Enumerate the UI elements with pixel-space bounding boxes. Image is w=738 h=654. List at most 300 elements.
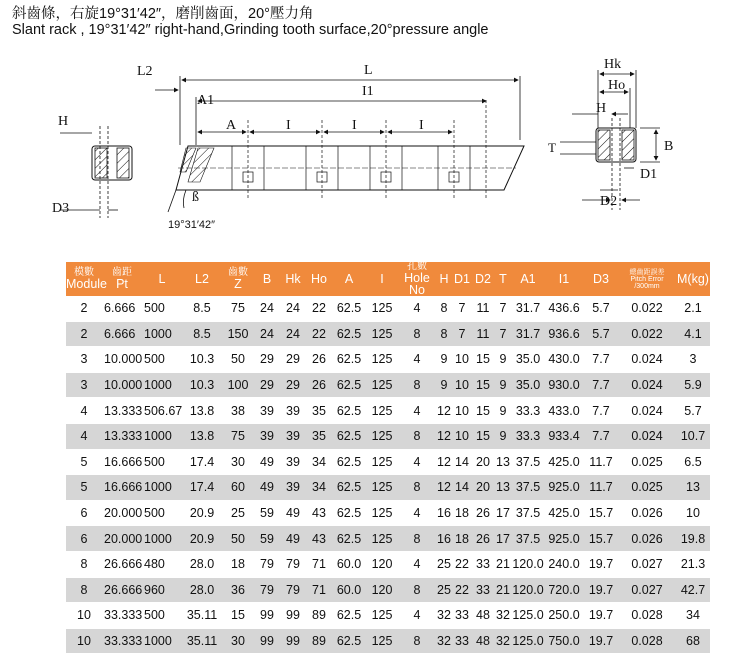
table-cell: 39	[280, 398, 306, 424]
table-cell: 1000	[142, 526, 182, 552]
table-cell: 17	[494, 526, 512, 552]
table-cell: 33.333	[102, 629, 142, 654]
table-row	[66, 450, 710, 476]
table-cell: 125.0	[512, 603, 544, 629]
column-header	[366, 262, 398, 296]
table-cell: 39	[254, 424, 280, 450]
table-cell: 62.5	[332, 322, 366, 348]
table-cell: 71	[306, 552, 332, 578]
spec-table	[66, 262, 710, 654]
column-header	[584, 262, 618, 296]
table-cell: 0.027	[618, 578, 676, 604]
table-cell: 22	[306, 322, 332, 348]
label-i1: I1	[362, 84, 374, 99]
table-cell: 4	[398, 347, 436, 373]
table-cell: 11.7	[584, 450, 618, 476]
table-cell: 33	[452, 629, 472, 654]
column-header-label: Hole No	[404, 271, 430, 297]
table-cell: 39	[254, 398, 280, 424]
table-cell: 48	[472, 603, 494, 629]
table-cell: 20.000	[102, 501, 142, 527]
table-cell: 480	[142, 552, 182, 578]
table-cell: 33	[452, 603, 472, 629]
table-cell: 6.5	[676, 450, 710, 476]
label-a: A	[226, 118, 237, 133]
column-header-label: L	[158, 272, 166, 286]
table-cell: 33.3	[512, 398, 544, 424]
column-header-label: M(kg)	[677, 272, 709, 286]
table-cell: 99	[280, 603, 306, 629]
table-cell: 79	[280, 578, 306, 604]
table-cell: 16.666	[102, 450, 142, 476]
column-header-zh: 齒數	[228, 267, 248, 278]
table-cell: 12	[436, 398, 452, 424]
table-cell: 30	[222, 629, 254, 654]
table-cell: 89	[306, 603, 332, 629]
label-a1: A1	[197, 93, 215, 108]
table-cell: 39	[280, 475, 306, 501]
table-row	[66, 347, 710, 373]
table-cell: 10.7	[676, 424, 710, 450]
table-row	[66, 501, 710, 527]
table-cell: 5	[66, 475, 102, 501]
column-header	[398, 262, 436, 296]
column-header-label: T	[499, 272, 507, 286]
label-b: B	[664, 139, 674, 154]
table-cell: 31.7	[512, 322, 544, 348]
table-cell: 1000	[142, 629, 182, 654]
table-cell: 10	[66, 629, 102, 654]
table-cell: 33.3	[512, 424, 544, 450]
table-cell: 425.0	[544, 450, 584, 476]
table-cell: 15	[472, 398, 494, 424]
table-cell: 7	[494, 296, 512, 322]
table-row	[66, 373, 710, 399]
table-cell: 62.5	[332, 373, 366, 399]
table-cell: 22	[452, 552, 472, 578]
table-cell: 125	[366, 603, 398, 629]
table-cell: 4	[398, 450, 436, 476]
table-cell: 0.028	[618, 629, 676, 654]
table-cell: 59	[254, 526, 280, 552]
table-cell: 0.026	[618, 501, 676, 527]
table-cell: 9	[494, 398, 512, 424]
table-cell: 26	[472, 526, 494, 552]
table-cell: 120	[366, 578, 398, 604]
table-cell: 6.666	[102, 322, 142, 348]
table-cell: 48	[472, 629, 494, 654]
table-cell: 62.5	[332, 526, 366, 552]
table-cell: 0.024	[618, 373, 676, 399]
table-cell: 4	[398, 501, 436, 527]
table-cell: 62.5	[332, 296, 366, 322]
table-cell: 38	[222, 398, 254, 424]
table-cell: 120.0	[512, 552, 544, 578]
table-cell: 60.0	[332, 552, 366, 578]
table-cell: 28.0	[182, 578, 222, 604]
column-header	[280, 262, 306, 296]
table-cell: 43	[306, 526, 332, 552]
table-cell: 10.3	[182, 373, 222, 399]
column-header-label: B	[262, 272, 272, 286]
table-cell: 5.7	[676, 398, 710, 424]
table-cell: 15.7	[584, 501, 618, 527]
table-cell: 100	[222, 373, 254, 399]
table-cell: 125	[366, 398, 398, 424]
table-cell: 31.7	[512, 296, 544, 322]
column-header-label: D3	[593, 272, 609, 286]
table-cell: 35.0	[512, 373, 544, 399]
label-i-3: I	[419, 118, 424, 133]
table-cell: 20.9	[182, 501, 222, 527]
table-cell: 150	[222, 322, 254, 348]
column-header-label: Ho	[311, 272, 327, 286]
column-header-zh: 總齒距誤差	[629, 268, 665, 276]
table-cell: 32	[436, 629, 452, 654]
table-cell: 25	[436, 578, 452, 604]
table-cell: 25	[222, 501, 254, 527]
table-cell: 12	[436, 450, 452, 476]
table-cell: 60.0	[332, 578, 366, 604]
table-cell: 125	[366, 526, 398, 552]
table-cell: 4	[398, 552, 436, 578]
table-cell: 16	[436, 501, 452, 527]
label-d1: D1	[640, 167, 658, 182]
column-header-label: L2	[195, 272, 209, 286]
table-cell: 500	[142, 603, 182, 629]
table-cell: 13	[494, 475, 512, 501]
table-cell: 7.7	[584, 373, 618, 399]
table-cell: 62.5	[332, 450, 366, 476]
table-cell: 3	[676, 347, 710, 373]
table-cell: 125	[366, 501, 398, 527]
table-cell: 10.3	[182, 347, 222, 373]
table-cell: 20.9	[182, 526, 222, 552]
column-header-label: I1	[558, 272, 570, 286]
column-header-label: Pitch Error /300mm	[630, 275, 664, 290]
table-cell: 8	[436, 296, 452, 322]
table-cell: 4	[398, 603, 436, 629]
table-cell: 960	[142, 578, 182, 604]
table-cell: 6	[66, 526, 102, 552]
table-cell: 4	[66, 398, 102, 424]
table-cell: 13	[494, 450, 512, 476]
table-cell: 17	[494, 501, 512, 527]
table-cell: 3	[66, 347, 102, 373]
table-cell: 4.1	[676, 322, 710, 348]
column-header-zh: 孔數	[407, 261, 427, 272]
column-header	[512, 262, 544, 296]
label-i-2: I	[352, 118, 357, 133]
label-l2: L2	[137, 64, 153, 79]
table-cell: 26	[472, 501, 494, 527]
column-header-label: Module	[66, 277, 107, 291]
table-cell: 8	[398, 373, 436, 399]
column-header-label: H	[439, 272, 449, 286]
table-cell: 7	[494, 322, 512, 348]
table-cell: 436.6	[544, 296, 584, 322]
table-cell: 11.7	[584, 475, 618, 501]
table-cell: 10	[452, 347, 472, 373]
table-cell: 19.7	[584, 603, 618, 629]
table-cell: 15	[472, 347, 494, 373]
column-header-label: A	[344, 272, 354, 286]
table-cell: 37.5	[512, 450, 544, 476]
table-cell: 936.6	[544, 322, 584, 348]
table-cell: 240.0	[544, 552, 584, 578]
label-beta: ß	[192, 190, 199, 205]
table-cell: 15	[472, 424, 494, 450]
column-header-label: A1	[520, 272, 536, 286]
column-header-label: I	[380, 272, 384, 286]
table-cell: 35.0	[512, 347, 544, 373]
table-cell: 24	[254, 296, 280, 322]
table-cell: 0.027	[618, 552, 676, 578]
table-row	[66, 424, 710, 450]
table-cell: 8	[398, 578, 436, 604]
label-i-1: I	[286, 118, 291, 133]
table-cell: 35.11	[182, 603, 222, 629]
table-cell: 125	[366, 475, 398, 501]
table-cell: 1000	[142, 475, 182, 501]
table-cell: 89	[306, 629, 332, 654]
table-cell: 13.8	[182, 398, 222, 424]
table-cell: 79	[280, 552, 306, 578]
table-cell: 37.5	[512, 526, 544, 552]
table-cell: 125	[366, 373, 398, 399]
table-cell: 12	[436, 475, 452, 501]
column-header	[452, 262, 472, 296]
table-row	[66, 322, 710, 348]
table-cell: 1000	[142, 424, 182, 450]
table-cell: 49	[280, 526, 306, 552]
table-cell: 7	[452, 296, 472, 322]
table-cell: 21.3	[676, 552, 710, 578]
column-header-label: D1	[454, 272, 470, 286]
table-cell: 7.7	[584, 424, 618, 450]
column-header	[254, 262, 280, 296]
table-row	[66, 296, 710, 322]
table-cell: 18	[452, 501, 472, 527]
table-cell: 10	[452, 424, 472, 450]
table-cell: 19.7	[584, 629, 618, 654]
column-header	[332, 262, 366, 296]
table-cell: 49	[254, 450, 280, 476]
column-header	[436, 262, 452, 296]
table-row	[66, 398, 710, 424]
table-cell: 29	[280, 373, 306, 399]
table-cell: 15.7	[584, 526, 618, 552]
table-cell: 75	[222, 296, 254, 322]
table-cell: 62.5	[332, 398, 366, 424]
label-d3: D3	[52, 201, 70, 216]
table-cell: 750.0	[544, 629, 584, 654]
table-cell: 9	[436, 347, 452, 373]
table-cell: 33	[472, 578, 494, 604]
table-cell: 10	[676, 501, 710, 527]
table-cell: 49	[280, 501, 306, 527]
table-cell: 4	[66, 424, 102, 450]
table-cell: 14	[452, 475, 472, 501]
label-hk: Hk	[604, 57, 622, 72]
table-header	[66, 262, 710, 296]
table-cell: 19.8	[676, 526, 710, 552]
table-row	[66, 603, 710, 629]
table-cell: 68	[676, 629, 710, 654]
table-cell: 42.7	[676, 578, 710, 604]
table-cell: 79	[254, 552, 280, 578]
table-cell: 1000	[142, 322, 182, 348]
table-cell: 14	[452, 450, 472, 476]
table-cell: 26.666	[102, 552, 142, 578]
table-cell: 11	[472, 296, 494, 322]
table-cell: 71	[306, 578, 332, 604]
table-cell: 10	[452, 373, 472, 399]
table-cell: 500	[142, 501, 182, 527]
table-cell: 13.333	[102, 398, 142, 424]
table-cell: 29	[254, 373, 280, 399]
table-row	[66, 578, 710, 604]
table-cell: 37.5	[512, 475, 544, 501]
label-d2: D2	[600, 194, 618, 209]
section-view	[60, 126, 132, 218]
table-cell: 8	[66, 552, 102, 578]
table-cell: 34	[306, 450, 332, 476]
table-cell: 62.5	[332, 501, 366, 527]
table-cell: 35.11	[182, 629, 222, 654]
table-cell: 49	[254, 475, 280, 501]
table-cell: 24	[254, 322, 280, 348]
table-cell: 37.5	[512, 501, 544, 527]
table-cell: 35	[306, 424, 332, 450]
table-cell: 30	[222, 450, 254, 476]
table-cell: 18	[452, 526, 472, 552]
table-cell: 10.000	[102, 373, 142, 399]
table-cell: 24	[280, 322, 306, 348]
table-cell: 8	[398, 629, 436, 654]
table-cell: 430.0	[544, 347, 584, 373]
table-cell: 5.7	[584, 296, 618, 322]
table-row	[66, 526, 710, 552]
table-cell: 125	[366, 296, 398, 322]
table-cell: 4	[398, 398, 436, 424]
table-cell: 8	[66, 578, 102, 604]
table-cell: 5.7	[584, 322, 618, 348]
table-cell: 62.5	[332, 347, 366, 373]
table-cell: 25	[436, 552, 452, 578]
table-cell: 2.1	[676, 296, 710, 322]
table-cell: 125	[366, 322, 398, 348]
table-cell: 7.7	[584, 398, 618, 424]
table-cell: 62.5	[332, 424, 366, 450]
table-cell: 125	[366, 424, 398, 450]
rack-drawing	[0, 0, 738, 260]
table-cell: 9	[436, 373, 452, 399]
table-cell: 50	[222, 526, 254, 552]
table-cell: 29	[280, 347, 306, 373]
table-cell: 10	[452, 398, 472, 424]
table-cell: 925.0	[544, 475, 584, 501]
table-cell: 99	[280, 629, 306, 654]
column-header	[306, 262, 332, 296]
table-cell: 99	[254, 603, 280, 629]
table-cell: 0.025	[618, 450, 676, 476]
title-chinese: 斜齒條，右旋19°31′42″，磨削齒面，20°壓力角	[12, 6, 314, 22]
table-cell: 8.5	[182, 322, 222, 348]
column-header	[618, 262, 676, 296]
table-cell: 43	[306, 501, 332, 527]
column-header	[102, 262, 142, 296]
table-cell: 0.025	[618, 475, 676, 501]
table-cell: 125.0	[512, 629, 544, 654]
table-cell: 19.7	[584, 552, 618, 578]
table-cell: 7.7	[584, 347, 618, 373]
table-cell: 21	[494, 578, 512, 604]
table-cell: 125	[366, 347, 398, 373]
table-body	[66, 296, 710, 654]
table-cell: 9	[494, 347, 512, 373]
table-cell: 20	[472, 450, 494, 476]
table-cell: 0.028	[618, 603, 676, 629]
table-cell: 2	[66, 322, 102, 348]
table-cell: 21	[494, 552, 512, 578]
table-cell: 500	[142, 296, 182, 322]
table-cell: 8	[398, 424, 436, 450]
table-cell: 50	[222, 347, 254, 373]
table-row	[66, 475, 710, 501]
table-cell: 32	[494, 603, 512, 629]
table-cell: 0.026	[618, 526, 676, 552]
table-cell: 433.0	[544, 398, 584, 424]
table-cell: 7	[452, 322, 472, 348]
table-cell: 62.5	[332, 629, 366, 654]
table-cell: 34	[306, 475, 332, 501]
table-cell: 20	[472, 475, 494, 501]
table-cell: 0.024	[618, 398, 676, 424]
label-l: L	[364, 63, 373, 78]
label-helix-angle: 19°31′42″	[168, 219, 216, 231]
column-header	[494, 262, 512, 296]
table-cell: 17.4	[182, 475, 222, 501]
table-cell: 62.5	[332, 475, 366, 501]
table-cell: 9	[494, 373, 512, 399]
table-cell: 0.024	[618, 347, 676, 373]
table-cell: 39	[280, 450, 306, 476]
column-header	[544, 262, 584, 296]
column-header-label: Z	[234, 277, 242, 291]
column-header	[182, 262, 222, 296]
table-cell: 26	[306, 373, 332, 399]
table-cell: 250.0	[544, 603, 584, 629]
table-cell: 32	[436, 603, 452, 629]
table-cell: 4	[398, 296, 436, 322]
table-cell: 26	[306, 347, 332, 373]
table-cell: 34	[676, 603, 710, 629]
table-cell: 3	[66, 373, 102, 399]
table-cell: 13.333	[102, 424, 142, 450]
table-cell: 2	[66, 296, 102, 322]
table-cell: 22	[306, 296, 332, 322]
table-cell: 8.5	[182, 296, 222, 322]
table-cell: 11	[472, 322, 494, 348]
table-cell: 22	[452, 578, 472, 604]
column-header-zh: 模數	[74, 267, 94, 278]
table-cell: 20.000	[102, 526, 142, 552]
table-cell: 930.0	[544, 373, 584, 399]
table-cell: 79	[254, 578, 280, 604]
table-cell: 0.024	[618, 424, 676, 450]
table-cell: 28.0	[182, 552, 222, 578]
